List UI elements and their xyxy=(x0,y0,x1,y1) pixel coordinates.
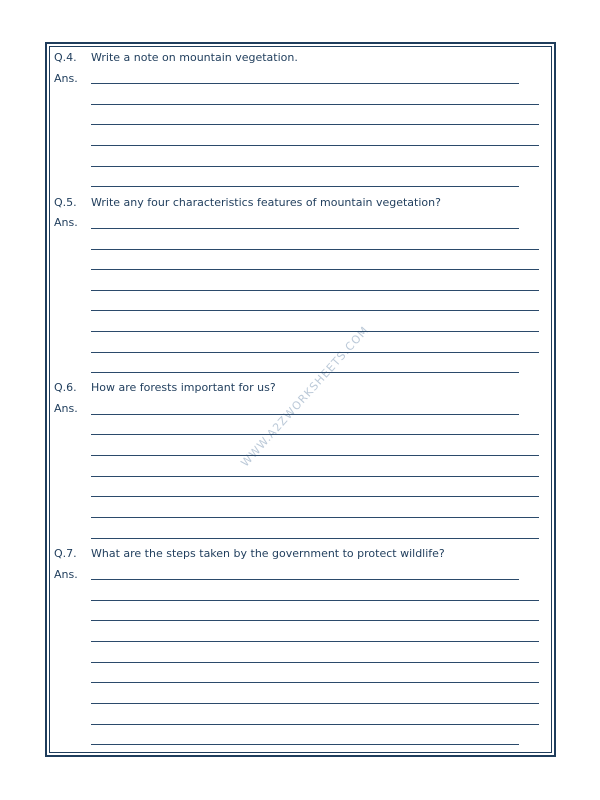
answer-line xyxy=(91,414,519,415)
answer-line xyxy=(91,496,539,497)
answer-line xyxy=(91,600,539,601)
question-number-5: Q.5. xyxy=(54,196,77,209)
answer-line xyxy=(91,455,539,456)
answer-line xyxy=(91,724,539,725)
answer-line xyxy=(91,269,539,270)
answer-line xyxy=(91,372,519,373)
answer-line xyxy=(91,434,539,435)
answer-line xyxy=(91,104,539,105)
answer-line xyxy=(91,682,539,683)
answer-line xyxy=(91,166,539,167)
answer-label-4: Ans. xyxy=(54,72,78,85)
answer-line xyxy=(91,83,519,84)
answer-line xyxy=(91,352,539,353)
answer-label-6: Ans. xyxy=(54,402,78,415)
answer-label-5: Ans. xyxy=(54,216,78,229)
answer-line xyxy=(91,310,539,311)
question-number-6: Q.6. xyxy=(54,381,77,394)
answer-line xyxy=(91,145,539,146)
question-text-7: What are the steps taken by the government to protect wildlife? xyxy=(91,547,445,560)
question-number-4: Q.4. xyxy=(54,51,77,64)
answer-line xyxy=(91,662,539,663)
answer-line xyxy=(91,476,539,477)
question-text-5: Write any four characteristics features of mountain vegetation? xyxy=(91,196,441,209)
answer-line xyxy=(91,331,539,332)
question-text-4: Write a note on mountain vegetation. xyxy=(91,51,298,64)
answer-line xyxy=(91,228,519,229)
answer-line xyxy=(91,620,539,621)
answer-line xyxy=(91,538,539,539)
answer-line xyxy=(91,186,519,187)
answer-line xyxy=(91,641,539,642)
answer-line xyxy=(91,290,539,291)
answer-line xyxy=(91,744,519,745)
answer-line xyxy=(91,124,539,125)
answer-line xyxy=(91,249,539,250)
watermark: WWW.A2ZWORKSHEETS.COM xyxy=(238,323,372,470)
question-text-6: How are forests important for us? xyxy=(91,381,276,394)
answer-line xyxy=(91,703,539,704)
question-number-7: Q.7. xyxy=(54,547,77,560)
answer-line xyxy=(91,517,539,518)
answer-line xyxy=(91,579,519,580)
answer-label-7: Ans. xyxy=(54,568,78,581)
